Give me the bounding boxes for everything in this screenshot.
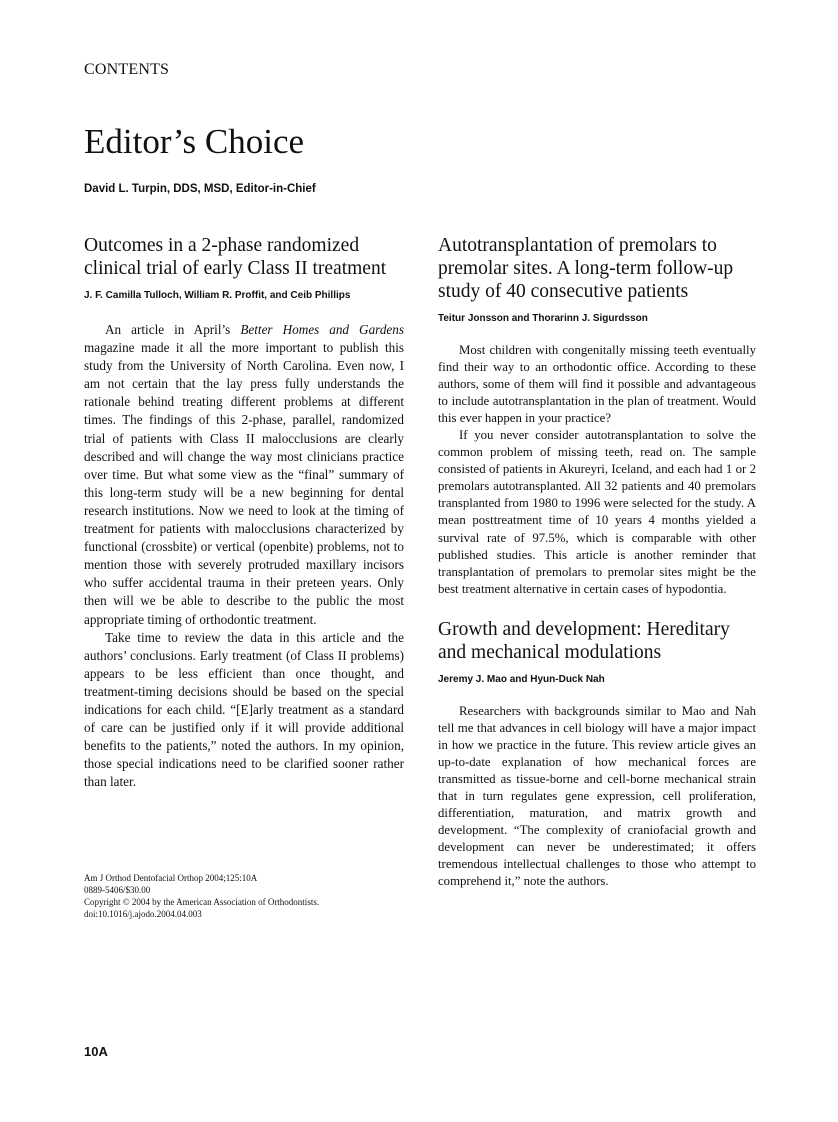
journal-citation: Am J Orthod Dentofacial Orthop 2004;125:10A — [84, 873, 258, 883]
paragraph: Most children with congenitally missing teeth eventually find their way to an orthodontic office. According to these authors, some of them will find it possible and advantageous to include autotransplantation in the plan of treatment. Would this ever happen in your practice? — [438, 343, 756, 426]
article-title: Outcomes in a 2-phase randomized clinical trial of early Class II treatment — [84, 235, 387, 279]
magazine-title: Better Homes and Gardens — [240, 322, 404, 337]
article-body — [438, 342, 756, 598]
paragraph-text: magazine made it all the more important to publish this study from the University of North Carolina. Even now, I am not certain that the lay press fully understands the rationale behind treating different problems at different times. The findings of this 2-phase, parallel, randomized trial of patients with Class II malocclusions are clearly described and will change the way most clinicians practice over time. But what some view as the “final” summary of this long-term study will be a new beginning for dental research institutions. Now we need to look at the timing of treatment for patients with malocclusions characterized by functional (crossbite) or vertical (openbite) problems, not to mention those with severely protruded maxillary incisors who suffer accidental trauma in their preteen years. Only then will we be able to describe to the public the most appropriate timing of orthodontic treatment. — [84, 340, 404, 627]
article-authors: Jeremy J. Mao and Hyun-Duck Nah — [438, 673, 605, 685]
section-label: CONTENTS — [84, 61, 170, 78]
article-title: Growth and development: Hereditary and mechanical modulations — [438, 618, 730, 663]
article-outcomes-class-ii — [84, 234, 404, 791]
paragraph: Take time to review the data in this article and the authors’ conclusions. Early treatment (of Class II problems) appears to be less efficient than once thought, and treatment-timing decisions should be based on the special indications for each child. “[E]arly treatment as a standard of care can be justified only if it will provide additional benefits to the patients,” noted the authors. In my opinion, those special indications need to be clarified sooner rather than later. — [84, 629, 404, 790]
paragraph-lead: An article in April’s — [105, 322, 241, 337]
left-column — [84, 234, 404, 791]
article-authors: J. F. Camilla Tulloch, William R. Proffit, and Ceib Phillips — [84, 290, 351, 301]
doi: doi:10.1016/j.ajodo.2004.04.003 — [84, 909, 202, 919]
issn-price: 0889-5406/$30.00 — [84, 885, 151, 895]
article-body — [438, 703, 756, 891]
page-title: Editor’s Choice — [84, 122, 305, 161]
citation-block — [84, 872, 319, 920]
paragraph: Researchers with backgrounds similar to Mao and Nah tell me that advances in cell biology will have a major impact in how we practice in the future. This review article gives an up-to-date explanation of how mechanical forces are transmitted as tissue-borne and cell-borne mechanical strain that in turn regulates gene expression, cell proliferation, differentiation, maturation, and matrix growth and development. “The complexity of craniofacial growth and development can never be underestimated; it offers tremendous intellectual challenges to those who attempt to comprehend it,” note the authors. — [438, 703, 756, 889]
right-column — [438, 234, 756, 890]
article-title: Autotransplantation of premolars to premolar sites. A long-term follow-up study of 40 consecutive patients — [438, 235, 734, 302]
editor-byline: David L. Turpin, DDS, MSD, Editor-in-Chief — [84, 183, 316, 195]
article-autotransplantation — [438, 234, 756, 598]
copyright-notice: Copyright © 2004 by the American Association of Orthodontists. — [84, 897, 320, 907]
page-number: 10A — [84, 1044, 108, 1059]
article-authors: Teitur Jonsson and Thorarinn J. Sigurdsson — [438, 313, 648, 324]
article-body — [84, 321, 404, 791]
paragraph: If you never consider autotransplantation to solve the common problem of missing teeth, read on. The sample consisted of patients in Akureyri, Iceland, and each had 1 or 2 premolars autotransplanted. All 32 patients and 40 premolars transplanted from 1980 to 1996 were selected for the study. A mean posttreatment time of 10 years 4 months yielded a survival rate of 97.5%, which is comparable with other published studies. This article is another reminder that transplantation of premolars to premolar sites might be the best treatment alternative in certain cases of hypodontia. — [438, 428, 756, 596]
paragraph — [84, 321, 404, 629]
article-growth-development — [438, 618, 756, 891]
